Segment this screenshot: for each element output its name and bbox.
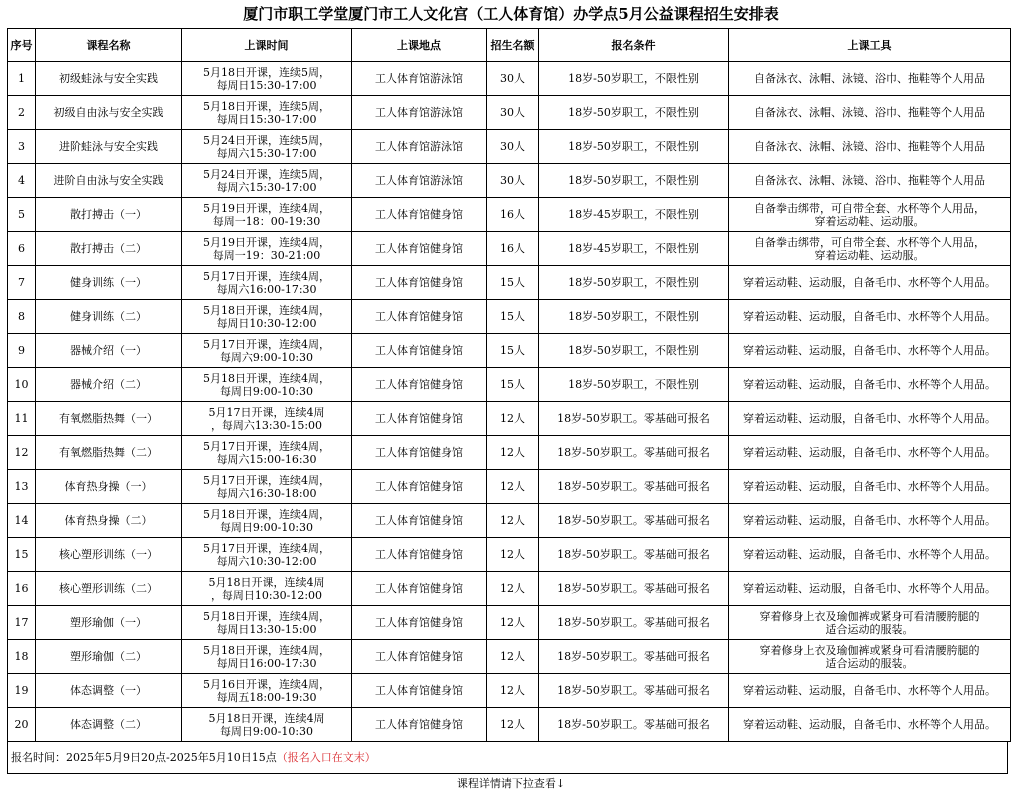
table-row <box>8 708 1011 742</box>
cell-index: 13 <box>8 470 36 504</box>
cell-requirements: 18岁-50岁职工，不限性别 <box>539 266 729 300</box>
cell-quota: 30人 <box>487 164 539 198</box>
cell-course-name: 健身训练（一） <box>36 266 182 300</box>
cell-location: 工人体育馆游泳馆 <box>352 164 487 198</box>
cell-index: 17 <box>8 606 36 640</box>
cell-equipment: 穿着运动鞋、运动服，自备毛巾、水杯等个人用品。 <box>729 504 1011 538</box>
table-row <box>8 334 1011 368</box>
cell-quota: 12人 <box>487 470 539 504</box>
page-title: 厦门市职工学堂厦门市工人文化宫（工人体育馆）办学点5月公益课程招生安排表 <box>243 5 779 23</box>
cell-equipment: 自备泳衣、泳帽、泳镜、浴巾、拖鞋等个人用品 <box>729 130 1011 164</box>
cell-course-name: 塑形瑜伽（一） <box>36 606 182 640</box>
cell-equipment: 穿着运动鞋、运动服，自备毛巾、水杯等个人用品。 <box>729 300 1011 334</box>
footer-hint <box>0 777 1022 791</box>
table-row <box>8 164 1011 198</box>
cell-equipment: 自备泳衣、泳帽、泳镜、浴巾、拖鞋等个人用品 <box>729 164 1011 198</box>
cell-course-name: 核心塑形训练（一） <box>36 538 182 572</box>
cell-course-name: 核心塑形训练（二） <box>36 572 182 606</box>
cell-class-time: 5月18日开课，连续5周， 每周日15:30-17:00 <box>182 62 352 96</box>
cell-location: 工人体育馆健身馆 <box>352 572 487 606</box>
cell-class-time: 5月17日开课，连续4周， 每周六9:00-10:30 <box>182 334 352 368</box>
table-row <box>8 606 1011 640</box>
cell-requirements: 18岁-50岁职工。零基础可报名 <box>539 504 729 538</box>
cell-requirements: 18岁-50岁职工，不限性别 <box>539 368 729 402</box>
cell-location: 工人体育馆游泳馆 <box>352 130 487 164</box>
cell-requirements: 18岁-50岁职工。零基础可报名 <box>539 572 729 606</box>
table-row <box>8 402 1011 436</box>
cell-quota: 30人 <box>487 96 539 130</box>
cell-location: 工人体育馆健身馆 <box>352 538 487 572</box>
cell-quota: 15人 <box>487 266 539 300</box>
cell-quota: 30人 <box>487 62 539 96</box>
registration-note <box>7 741 1008 774</box>
cell-equipment: 穿着运动鞋、运动服，自备毛巾、水杯等个人用品。 <box>729 538 1011 572</box>
cell-course-name: 体育热身操（一） <box>36 470 182 504</box>
cell-requirements: 18岁-50岁职工，不限性别 <box>539 130 729 164</box>
cell-index: 3 <box>8 130 36 164</box>
cell-class-time: 5月17日开课，连续4周， 每周六16:30-18:00 <box>182 470 352 504</box>
cell-quota: 12人 <box>487 708 539 742</box>
cell-class-time: 5月18日开课，连续4周， 每周日9:00-10:30 <box>182 368 352 402</box>
cell-location: 工人体育馆健身馆 <box>352 504 487 538</box>
cell-requirements: 18岁-50岁职工，不限性别 <box>539 96 729 130</box>
cell-requirements: 18岁-50岁职工。零基础可报名 <box>539 538 729 572</box>
cell-index: 2 <box>8 96 36 130</box>
table-row <box>8 470 1011 504</box>
cell-location: 工人体育馆健身馆 <box>352 674 487 708</box>
cell-class-time: 5月19日开课，连续4周， 每周一18：00-19:30 <box>182 198 352 232</box>
table-row <box>8 538 1011 572</box>
cell-index: 8 <box>8 300 36 334</box>
cell-index: 5 <box>8 198 36 232</box>
cell-course-name: 初级蛙泳与安全实践 <box>36 62 182 96</box>
table-row <box>8 368 1011 402</box>
cell-requirements: 18岁-50岁职工。零基础可报名 <box>539 402 729 436</box>
cell-course-name: 有氧燃脂热舞（二） <box>36 436 182 470</box>
cell-equipment: 穿着运动鞋、运动服，自备毛巾、水杯等个人用品。 <box>729 368 1011 402</box>
cell-requirements: 18岁-50岁职工，不限性别 <box>539 164 729 198</box>
table-body <box>8 62 1011 742</box>
cell-equipment: 穿着运动鞋、运动服，自备毛巾、水杯等个人用品。 <box>729 470 1011 504</box>
table-row <box>8 130 1011 164</box>
arrow-down-icon: ↓ <box>555 777 566 790</box>
cell-equipment: 穿着修身上衣及瑜伽裤或紧身可看清腰胯腿的 适合运动的服装。 <box>729 640 1011 674</box>
cell-class-time: 5月24日开课，连续5周， 每周六15:30-17:00 <box>182 130 352 164</box>
cell-location: 工人体育馆健身馆 <box>352 470 487 504</box>
cell-location: 工人体育馆健身馆 <box>352 640 487 674</box>
cell-index: 14 <box>8 504 36 538</box>
cell-location: 工人体育馆健身馆 <box>352 198 487 232</box>
cell-equipment: 穿着运动鞋、运动服，自备毛巾、水杯等个人用品。 <box>729 334 1011 368</box>
table-row <box>8 674 1011 708</box>
cell-equipment: 穿着运动鞋、运动服，自备毛巾、水杯等个人用品。 <box>729 708 1011 742</box>
cell-location: 工人体育馆健身馆 <box>352 266 487 300</box>
cell-equipment: 穿着运动鞋、运动服，自备毛巾、水杯等个人用品。 <box>729 436 1011 470</box>
cell-index: 6 <box>8 232 36 266</box>
cell-quota: 15人 <box>487 300 539 334</box>
header-index: 序号 <box>8 29 36 62</box>
cell-course-name: 散打搏击（一） <box>36 198 182 232</box>
cell-class-time: 5月17日开课，连续4周， 每周六15:00-16:30 <box>182 436 352 470</box>
cell-quota: 12人 <box>487 606 539 640</box>
cell-requirements: 18岁-50岁职工。零基础可报名 <box>539 674 729 708</box>
cell-index: 15 <box>8 538 36 572</box>
table-row <box>8 62 1011 96</box>
cell-requirements: 18岁-50岁职工，不限性别 <box>539 334 729 368</box>
table-header-row <box>8 29 1011 62</box>
cell-class-time: 5月18日开课，连续5周， 每周日15:30-17:00 <box>182 96 352 130</box>
cell-location: 工人体育馆健身馆 <box>352 436 487 470</box>
cell-equipment: 自备拳击绑带，可自带全套、水杯等个人用品， 穿着运动鞋、运动服。 <box>729 232 1011 266</box>
cell-requirements: 18岁-50岁职工。零基础可报名 <box>539 436 729 470</box>
header-equipment: 上课工具 <box>729 29 1011 62</box>
table-row <box>8 436 1011 470</box>
cell-class-time: 5月18日开课，连续4周， 每周日9:00-10:30 <box>182 504 352 538</box>
cell-class-time: 5月18日开课，连续4周， 每周日10:30-12:00 <box>182 300 352 334</box>
cell-course-name: 有氧燃脂热舞（一） <box>36 402 182 436</box>
cell-course-name: 器械介绍（一） <box>36 334 182 368</box>
cell-course-name: 进阶自由泳与安全实践 <box>36 164 182 198</box>
cell-location: 工人体育馆游泳馆 <box>352 96 487 130</box>
cell-index: 11 <box>8 402 36 436</box>
cell-quota: 15人 <box>487 334 539 368</box>
cell-equipment: 穿着运动鞋、运动服，自备毛巾、水杯等个人用品。 <box>729 266 1011 300</box>
table-row <box>8 96 1011 130</box>
cell-index: 16 <box>8 572 36 606</box>
table-row <box>8 232 1011 266</box>
cell-course-name: 健身训练（二） <box>36 300 182 334</box>
cell-index: 12 <box>8 436 36 470</box>
cell-course-name: 散打搏击（二） <box>36 232 182 266</box>
cell-equipment: 自备泳衣、泳帽、泳镜、浴巾、拖鞋等个人用品 <box>729 62 1011 96</box>
cell-class-time: 5月18日开课，连续4周 每周日9:00-10:30 <box>182 708 352 742</box>
cell-requirements: 18岁-50岁职工。零基础可报名 <box>539 470 729 504</box>
cell-index: 19 <box>8 674 36 708</box>
cell-location: 工人体育馆健身馆 <box>352 232 487 266</box>
cell-index: 10 <box>8 368 36 402</box>
cell-index: 18 <box>8 640 36 674</box>
cell-course-name: 体态调整（一） <box>36 674 182 708</box>
cell-location: 工人体育馆健身馆 <box>352 300 487 334</box>
cell-course-name: 体态调整（二） <box>36 708 182 742</box>
cell-course-name: 初级自由泳与安全实践 <box>36 96 182 130</box>
cell-requirements: 18岁-50岁职工。零基础可报名 <box>539 640 729 674</box>
cell-location: 工人体育馆健身馆 <box>352 708 487 742</box>
cell-class-time: 5月24日开课，连续5周， 每周六15:30-17:00 <box>182 164 352 198</box>
cell-location: 工人体育馆健身馆 <box>352 402 487 436</box>
cell-class-time: 5月17日开课，连续4周， 每周六10:30-12:00 <box>182 538 352 572</box>
table-row <box>8 300 1011 334</box>
course-table <box>7 28 1011 742</box>
cell-quota: 12人 <box>487 504 539 538</box>
cell-class-time: 5月18日开课，连续4周， 每周日13:30-15:00 <box>182 606 352 640</box>
cell-equipment: 穿着运动鞋、运动服，自备毛巾、水杯等个人用品。 <box>729 572 1011 606</box>
registration-entry-hint: （报名入口在文末） <box>276 751 376 764</box>
cell-location: 工人体育馆健身馆 <box>352 606 487 640</box>
cell-course-name: 体育热身操（二） <box>36 504 182 538</box>
cell-quota: 12人 <box>487 674 539 708</box>
cell-equipment: 自备拳击绑带，可自带全套、水杯等个人用品， 穿着运动鞋、运动服。 <box>729 198 1011 232</box>
cell-requirements: 18岁-50岁职工。零基础可报名 <box>539 708 729 742</box>
cell-location: 工人体育馆健身馆 <box>352 368 487 402</box>
cell-equipment: 穿着运动鞋、运动服，自备毛巾、水杯等个人用品。 <box>729 402 1011 436</box>
cell-class-time: 5月17日开课，连续4周 ，每周六13:30-15:00 <box>182 402 352 436</box>
cell-quota: 12人 <box>487 402 539 436</box>
cell-index: 1 <box>8 62 36 96</box>
cell-class-time: 5月18日开课，连续4周 ，每周日10:30-12:00 <box>182 572 352 606</box>
cell-index: 7 <box>8 266 36 300</box>
cell-quota: 12人 <box>487 436 539 470</box>
cell-requirements: 18岁-50岁职工，不限性别 <box>539 300 729 334</box>
cell-requirements: 18岁-50岁职工。零基础可报名 <box>539 606 729 640</box>
cell-quota: 16人 <box>487 198 539 232</box>
cell-equipment: 自备泳衣、泳帽、泳镜、浴巾、拖鞋等个人用品 <box>729 96 1011 130</box>
cell-class-time: 5月19日开课，连续4周， 每周一19：30-21:00 <box>182 232 352 266</box>
header-requirements: 报名条件 <box>539 29 729 62</box>
cell-quota: 15人 <box>487 368 539 402</box>
table-row <box>8 266 1011 300</box>
cell-class-time: 5月17日开课，连续4周， 每周六16:00-17:30 <box>182 266 352 300</box>
cell-quota: 12人 <box>487 640 539 674</box>
cell-course-name: 器械介绍（二） <box>36 368 182 402</box>
cell-equipment: 穿着运动鞋、运动服，自备毛巾、水杯等个人用品。 <box>729 674 1011 708</box>
cell-quota: 12人 <box>487 538 539 572</box>
footer-text: 课程详情请下拉查看 <box>456 777 556 790</box>
header-location: 上课地点 <box>352 29 487 62</box>
cell-index: 20 <box>8 708 36 742</box>
cell-requirements: 18岁-45岁职工，不限性别 <box>539 232 729 266</box>
cell-class-time: 5月16日开课，连续4周， 每周五18:00-19:30 <box>182 674 352 708</box>
cell-location: 工人体育馆游泳馆 <box>352 62 487 96</box>
cell-quota: 16人 <box>487 232 539 266</box>
cell-index: 4 <box>8 164 36 198</box>
cell-course-name: 塑形瑜伽（二） <box>36 640 182 674</box>
cell-requirements: 18岁-50岁职工，不限性别 <box>539 62 729 96</box>
registration-time: 报名时间：2025年5月9日20点-2025年5月10日15点 <box>11 751 277 764</box>
cell-quota: 30人 <box>487 130 539 164</box>
cell-course-name: 进阶蛙泳与安全实践 <box>36 130 182 164</box>
table-row <box>8 504 1011 538</box>
cell-equipment: 穿着修身上衣及瑜伽裤或紧身可看清腰胯腿的 适合运动的服装。 <box>729 606 1011 640</box>
cell-quota: 12人 <box>487 572 539 606</box>
header-class-time: 上课时间 <box>182 29 352 62</box>
table-row <box>8 640 1011 674</box>
header-course-name: 课程名称 <box>36 29 182 62</box>
header-quota: 招生名额 <box>487 29 539 62</box>
cell-requirements: 18岁-45岁职工，不限性别 <box>539 198 729 232</box>
table-row <box>8 572 1011 606</box>
table-row <box>8 198 1011 232</box>
cell-location: 工人体育馆健身馆 <box>352 334 487 368</box>
cell-index: 9 <box>8 334 36 368</box>
cell-class-time: 5月18日开课，连续4周， 每周日16:00-17:30 <box>182 640 352 674</box>
